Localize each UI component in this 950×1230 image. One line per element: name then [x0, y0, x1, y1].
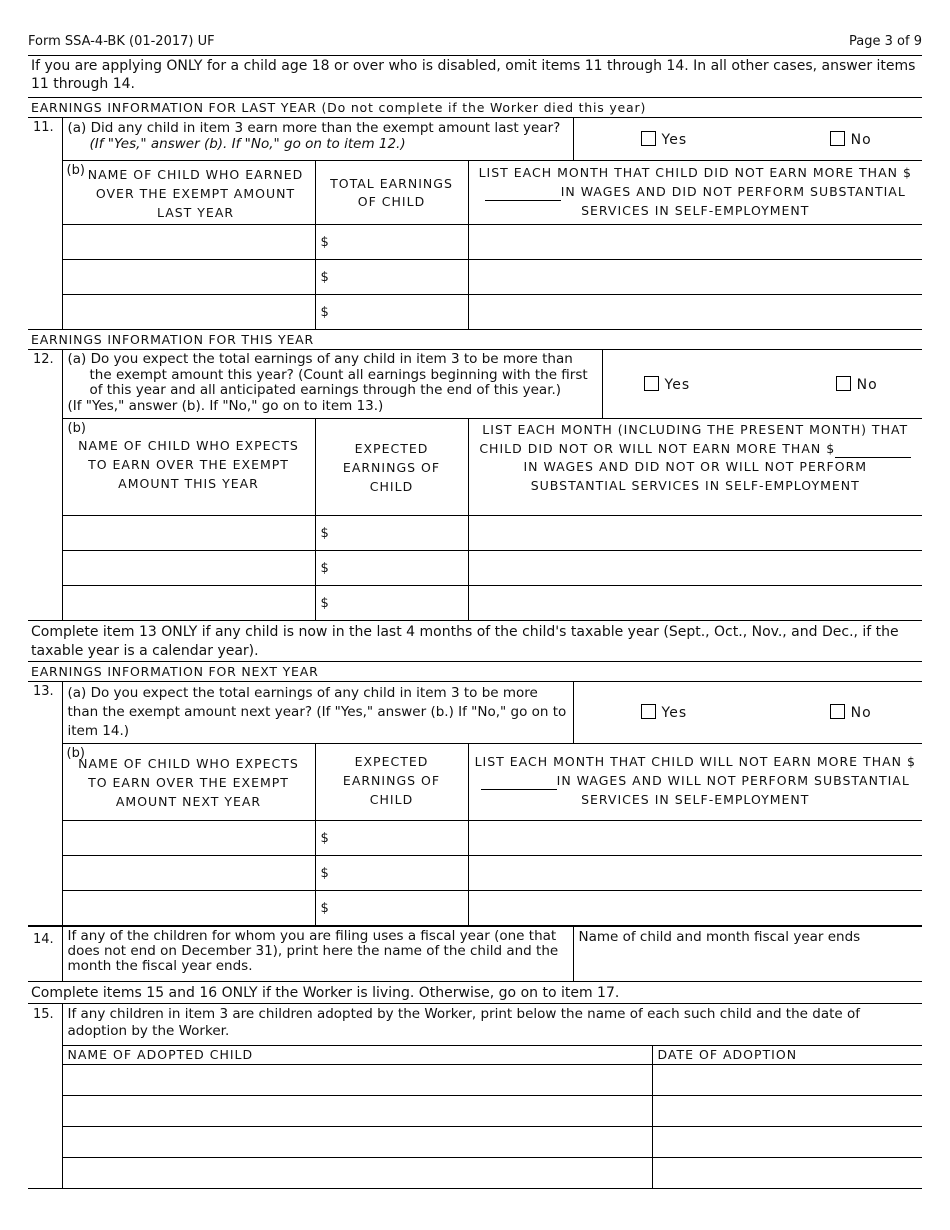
item-12-question-a: (a) Do you expect the total earnings of any child in item 3 to be more than the exempt amount this year? (Count all earnings beginning with the first of this year and all anticipated earnings through the end of this year.) (If "Yes," answer (b). If "No," go on to item 13.): [62, 350, 602, 419]
item-13-question-a: (a) Do you expect the total earnings of any child in item 3 to be more than the exempt amount next year? (If "Yes," answer (b.) If "No," go on to item 14.): [62, 682, 573, 744]
item-15-col-date-header: DATE OF ADOPTION: [652, 1046, 922, 1065]
adopted-child-name-cell-2[interactable]: [62, 1096, 652, 1127]
item-11-col-name-header: (b) NAME OF CHILD WHO EARNED OVER THE EXEMPT AMOUNT LAST YEAR: [62, 161, 315, 225]
section-this-year: EARNINGS INFORMATION FOR THIS YEAR: [31, 332, 315, 347]
item-12-col-total-header: EXPECTED EARNINGS OF CHILD: [315, 419, 468, 516]
item-13-yes-no: [573, 682, 922, 744]
item-14-number: 14.: [28, 927, 62, 982]
section-last-year: EARNINGS INFORMATION FOR LAST YEAR (Do not complete if the Worker died this year): [28, 97, 922, 117]
item-13-months-cell-1[interactable]: [468, 821, 922, 856]
item-13-col-name-header: (b) NAME OF CHILD WHO EXPECTS TO EARN OVER THE EXEMPT AMOUNT NEXT YEAR: [62, 744, 315, 821]
item-13-table: [28, 681, 922, 926]
item-13-earnings-cell-1[interactable]: $: [315, 821, 468, 856]
item-11-no-checkbox[interactable]: [830, 131, 845, 146]
adopted-child-name-cell-3[interactable]: [62, 1127, 652, 1158]
item-13-yes-checkbox[interactable]: [641, 704, 656, 719]
item-11-table: [28, 117, 922, 330]
item-12-months-cell-2[interactable]: [468, 551, 922, 586]
item-12-months-cell-1[interactable]: [468, 516, 922, 551]
item-12-name-cell-1[interactable]: [62, 516, 315, 551]
item-11-months-cell-1[interactable]: [468, 225, 922, 260]
item-13-col-months-header: LIST EACH MONTH THAT CHILD WILL NOT EARN MORE THAN $IN WAGES AND WILL NOT PERFORM SUBSTANTIAL SERVICES IN SELF-EMPLOYMENT: [468, 744, 922, 821]
form-id: Form SSA-4-BK (01-2017) UF: [28, 34, 215, 49]
item-13-col-total-header: EXPECTED EARNINGS OF CHILD: [315, 744, 468, 821]
item-13-months-cell-2[interactable]: [468, 856, 922, 891]
item-11-months-cell-2[interactable]: [468, 260, 922, 295]
yes-label: Yes: [661, 131, 688, 148]
section-next-year: EARNINGS INFORMATION FOR NEXT YEAR: [28, 661, 922, 681]
item-11-col-total-header: TOTAL EARNINGS OF CHILD: [315, 161, 468, 225]
form-body: [28, 55, 922, 1189]
item-12-col-months-header: LIST EACH MONTH (INCLUDING THE PRESENT MONTH) THAT CHILD DID NOT OR WILL NOT EARN MORE THAN $IN WAGES AND DID NOT OR WILL NOT PERFORM SUBSTANTIAL SERVICES IN SELF-EMPLOYMENT: [468, 419, 922, 516]
adoption-date-cell-4[interactable]: [652, 1158, 922, 1189]
no-label: No: [850, 131, 872, 148]
item-13-instruction: Complete item 13 ONLY if any child is now in the last 4 months of the child's taxable year (Sept., Oct., Nov., and Dec., if the taxable year is a calendar year).: [31, 624, 899, 659]
item-12-earnings-cell-2[interactable]: $: [315, 551, 468, 586]
item-14-text: If any of the children for whom you are filing uses a fiscal year (one that does not end on December 31), print here the name of the child and the month the fiscal year ends.: [62, 927, 573, 982]
item-11-name-cell-2[interactable]: [62, 260, 315, 295]
item-15-table: [28, 1003, 922, 1189]
item-15-number: 15.: [28, 1004, 62, 1189]
item-15-instruction: Complete items 15 and 16 ONLY if the Worker is living. Otherwise, go on to item 17.: [31, 985, 620, 1001]
adoption-date-cell-2[interactable]: [652, 1096, 922, 1127]
item-11-col-months-header: LIST EACH MONTH THAT CHILD DID NOT EARN MORE THAN $IN WAGES AND DID NOT PERFORM SUBSTANTIAL SERVICES IN SELF-EMPLOYMENT: [468, 161, 922, 225]
yes-label: Yes: [661, 705, 688, 721]
intro-text: If you are applying ONLY for a child age 18 or over who is disabled, omit items 11 through 14. In all other cases, answer items 11 through 14.: [28, 55, 922, 97]
item-15-text: If any children in item 3 are children adopted by the Worker, print below the name of each such child and the date of adoption by the Worker.: [62, 1004, 922, 1046]
item-12-earnings-cell-3[interactable]: $: [315, 586, 468, 621]
item-13-number: 13.: [28, 682, 62, 926]
item-11-earnings-cell-2[interactable]: $: [315, 260, 468, 295]
adopted-child-name-cell-1[interactable]: [62, 1065, 652, 1096]
item-12-months-cell-3[interactable]: [468, 586, 922, 621]
item-11-months-cell-3[interactable]: [468, 295, 922, 330]
item-11-name-cell-1[interactable]: [62, 225, 315, 260]
no-label: No: [850, 705, 872, 721]
item-11-name-cell-3[interactable]: [62, 295, 315, 330]
item-12-name-cell-3[interactable]: [62, 586, 315, 621]
item-14-table: [28, 926, 922, 982]
yes-label: Yes: [664, 376, 691, 393]
item-13-name-cell-2[interactable]: [62, 856, 315, 891]
item-14-field[interactable]: [573, 927, 922, 982]
item-12-name-cell-2[interactable]: [62, 551, 315, 586]
adoption-date-cell-3[interactable]: [652, 1127, 922, 1158]
item-11-earnings-cell-3[interactable]: $: [315, 295, 468, 330]
item-13-earnings-cell-3[interactable]: $: [315, 891, 468, 926]
adopted-child-name-cell-4[interactable]: [62, 1158, 652, 1189]
item-12-earnings-cell-1[interactable]: $: [315, 516, 468, 551]
item-15-col-name-header: NAME OF ADOPTED CHILD: [62, 1046, 652, 1065]
item-12-yes-checkbox[interactable]: [644, 376, 659, 391]
item-11-question-a: (a) Did any child in item 3 earn more than the exempt amount last year? (If "Yes," answer (b). If "No," go on to item 12.): [62, 118, 573, 161]
item-13-earnings-cell-2[interactable]: $: [315, 856, 468, 891]
item-13-name-cell-3[interactable]: [62, 891, 315, 926]
item-13-months-cell-3[interactable]: [468, 891, 922, 926]
no-label: No: [856, 376, 878, 393]
adoption-date-cell-1[interactable]: [652, 1065, 922, 1096]
item-12-col-name-header: (b) NAME OF CHILD WHO EXPECTS TO EARN OVER THE EXEMPT AMOUNT THIS YEAR: [62, 419, 315, 516]
item-14-field-label: Name of child and month fiscal year ends: [578, 929, 861, 945]
item-11-number: 11.: [28, 118, 62, 330]
item-13-name-cell-1[interactable]: [62, 821, 315, 856]
item-12-yes-no: [602, 350, 922, 419]
item-12-table: [28, 349, 922, 621]
item-12-number: 12.: [28, 350, 62, 621]
item-12-no-checkbox[interactable]: [836, 376, 851, 391]
page-number: Page 3 of 9: [849, 34, 922, 49]
item-11-earnings-cell-1[interactable]: $: [315, 225, 468, 260]
item-11-yes-checkbox[interactable]: [641, 131, 656, 146]
item-13-no-checkbox[interactable]: [830, 704, 845, 719]
item-11-yes-no: [573, 118, 922, 161]
